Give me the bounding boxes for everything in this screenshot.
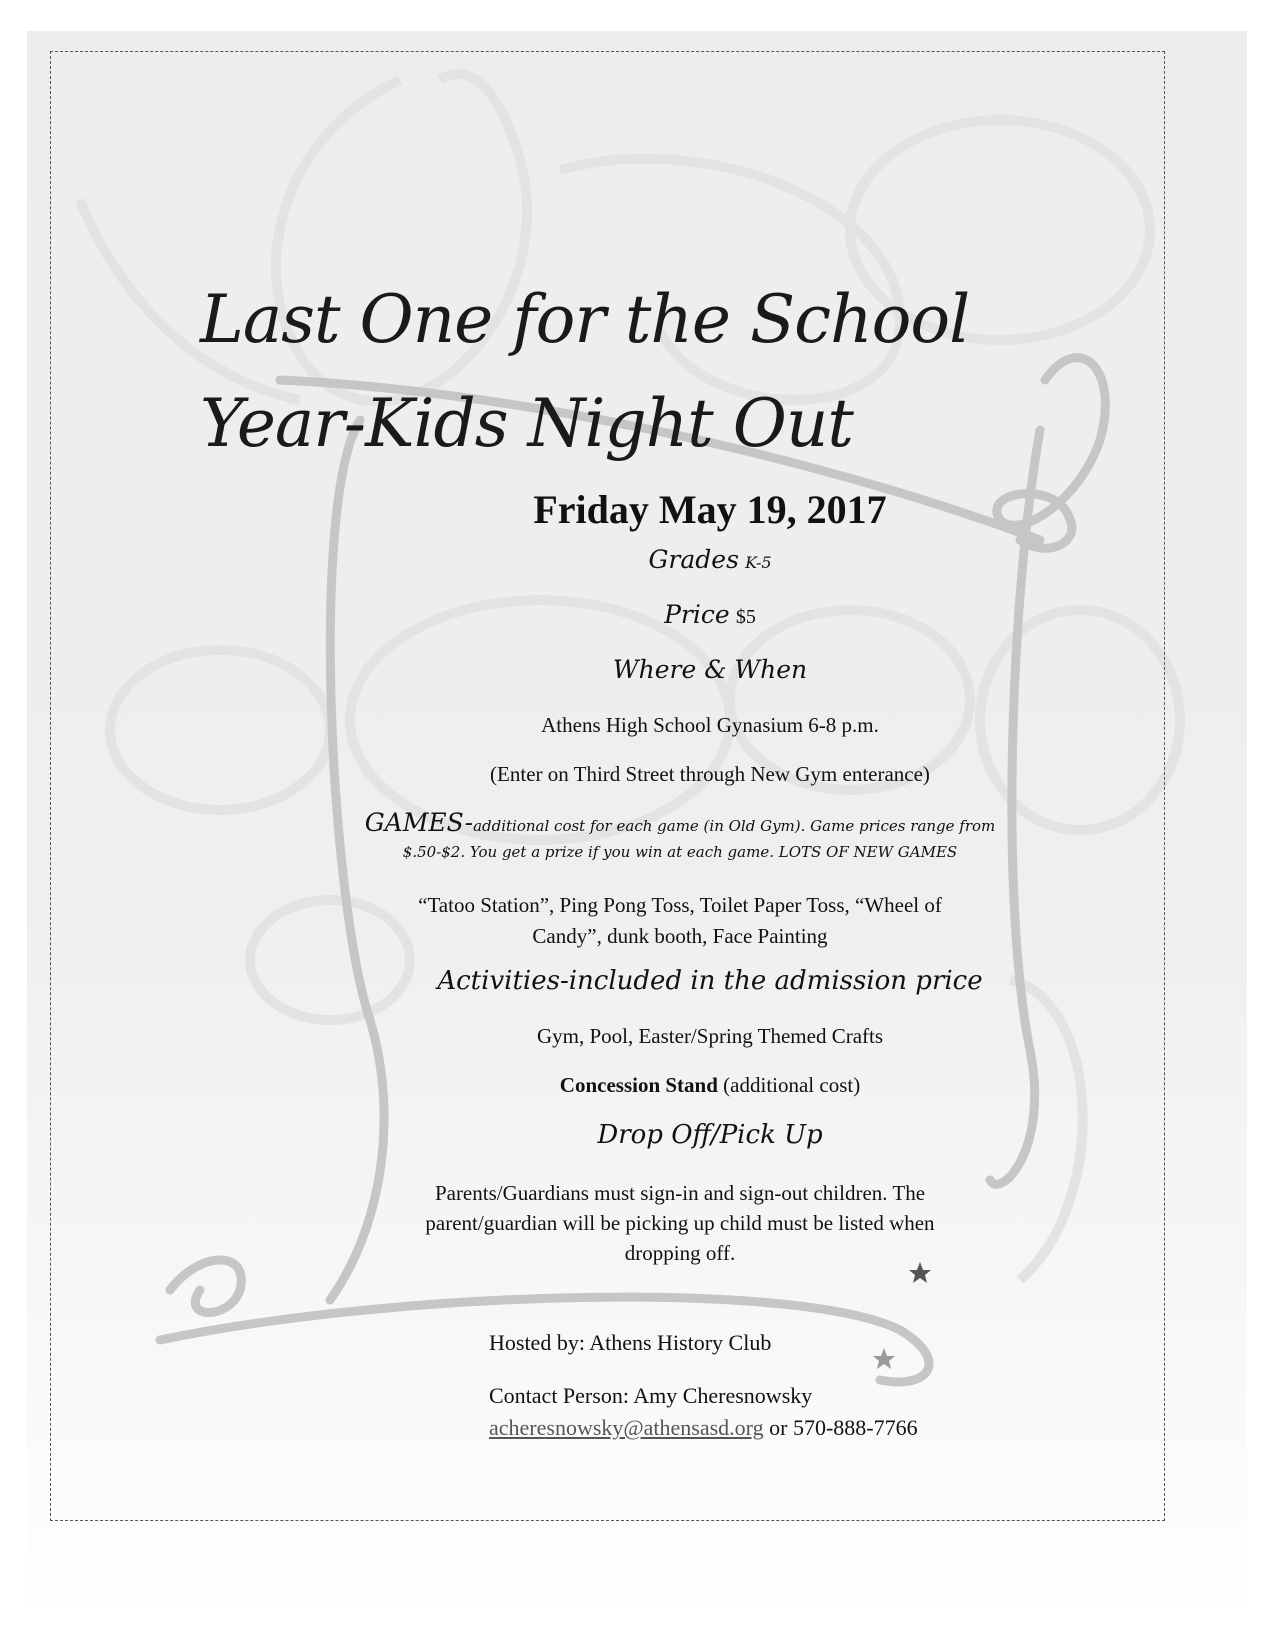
title-line-1: Last One for the School: [200, 281, 970, 358]
concession-stand: [350, 1073, 1070, 1098]
price-label: Price: [664, 600, 730, 629]
grades-value: K-5: [745, 553, 772, 572]
hosted-by: Hosted by: Athens History Club: [489, 1330, 772, 1355]
phone-number: or 570-888-7766: [763, 1415, 918, 1440]
price-value: $5: [735, 606, 756, 628]
title-line-2: Year-Kids Night Out: [200, 385, 853, 462]
contact-details: [489, 1415, 918, 1441]
grades: [350, 545, 1070, 575]
games-text-1: additional cost for each game (in Old Gym). Game prices range from: [473, 817, 996, 835]
contact-person: Contact Person: Amy Cheresnowsky: [489, 1383, 813, 1408]
concession-note: (additional cost): [717, 1073, 861, 1097]
games-label: GAMES-: [364, 808, 474, 837]
dropoff-line-1: Parents/Guardians must sign-in and sign-out children. The: [434, 1181, 926, 1205]
where-when-heading: Where & When: [612, 655, 808, 684]
dropoff-line-2: parent/guardian will be picking up child must be listed when: [425, 1211, 935, 1235]
price: [350, 600, 1070, 630]
concession-label: Concession Stand: [559, 1073, 718, 1097]
email-link[interactable]: acheresnowsky@athensasd.org: [489, 1415, 764, 1440]
dropoff-heading: Drop Off/Pick Up: [597, 1120, 823, 1150]
activities-heading: Activities-included in the admission price: [437, 966, 983, 996]
games-list-line-1: “Tatoo Station”, Ping Pong Toss, Toilet Paper Toss, “Wheel of: [418, 893, 942, 917]
grades-label: Grades: [648, 545, 739, 574]
games-list-line-2: Candy”, dunk booth, Face Painting: [532, 924, 828, 948]
games-line-1: [360, 810, 1000, 839]
activities-items: Gym, Pool, Easter/Spring Themed Crafts: [536, 1024, 884, 1048]
entrance-note: (Enter on Third Street through New Gym enterance): [490, 762, 930, 786]
games-list: [360, 890, 1000, 952]
dropoff-text: [360, 1178, 1000, 1268]
dropoff-line-3: dropping off.: [624, 1241, 736, 1265]
games-line-2: $.50-$2. You get a prize if you win at each game. LOTS OF NEW GAMES: [402, 843, 958, 861]
games-description: [360, 810, 1000, 865]
event-date: Friday May 19, 2017: [533, 487, 887, 532]
location: Athens High School Gynasium 6-8 p.m.: [541, 713, 879, 737]
flyer-title: [200, 268, 1100, 476]
